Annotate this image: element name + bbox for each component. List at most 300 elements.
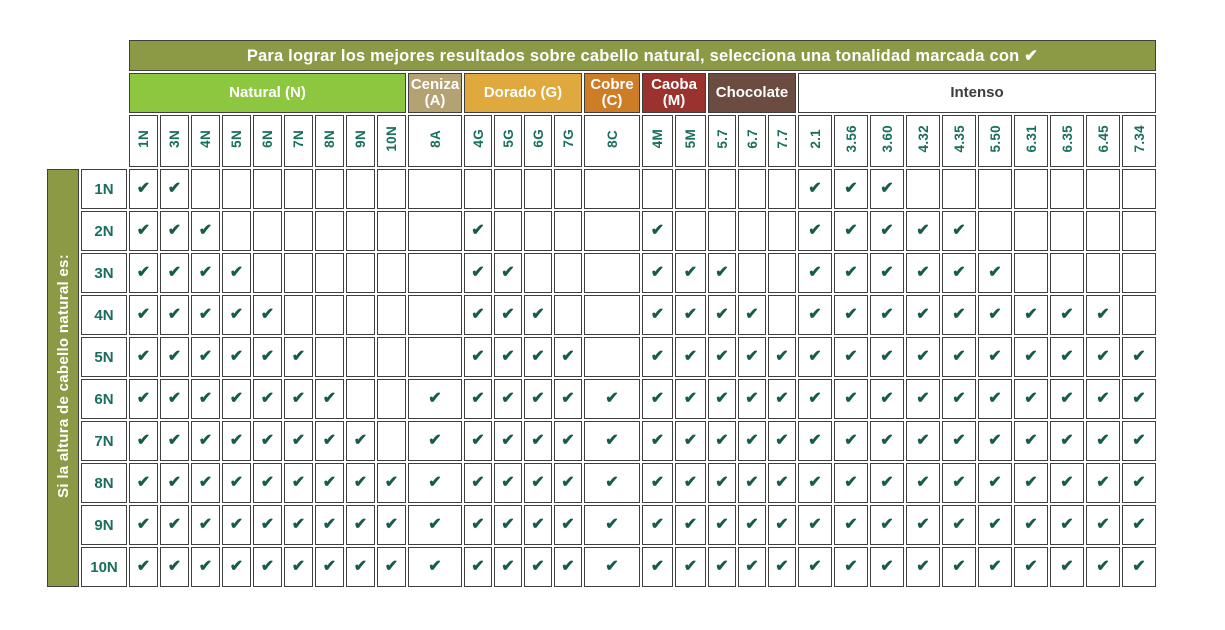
column-header-label: 1N [136, 129, 151, 148]
empty-cell [222, 169, 251, 209]
top-left-spacer [47, 40, 127, 71]
check-cell: ✔ [738, 463, 766, 503]
check-cell: ✔ [768, 379, 796, 419]
check-cell: ✔ [642, 295, 673, 335]
empty-cell [738, 169, 766, 209]
group-header-ceniza [408, 73, 462, 113]
empty-cell [408, 169, 462, 209]
check-cell: ✔ [464, 547, 492, 587]
empty-cell [253, 211, 282, 251]
group-header-label: Caoba [651, 75, 697, 93]
check-cell: ✔ [464, 253, 492, 293]
empty-cell [738, 253, 766, 293]
group-header-label: (C) [601, 92, 623, 109]
row-label-8N: 8N [81, 463, 127, 503]
column-header-7.7 [768, 115, 796, 167]
check-cell: ✔ [798, 547, 832, 587]
check-cell: ✔ [191, 421, 220, 461]
empty-cell [408, 253, 462, 293]
table-row-10N [47, 547, 1156, 587]
column-header-4.35 [942, 115, 976, 167]
check-cell: ✔ [942, 463, 976, 503]
check-cell: ✔ [494, 505, 522, 545]
table-row-9N [47, 505, 1156, 545]
check-cell: ✔ [708, 463, 736, 503]
empty-cell [708, 169, 736, 209]
empty-cell [284, 169, 313, 209]
empty-cell [768, 211, 796, 251]
check-cell: ✔ [284, 379, 313, 419]
empty-cell [494, 211, 522, 251]
check-cell: ✔ [524, 379, 552, 419]
check-cell: ✔ [554, 421, 582, 461]
row-label-10N: 10N [81, 547, 127, 587]
empty-cell [377, 337, 406, 377]
column-header-4.32 [906, 115, 940, 167]
check-cell: ✔ [798, 295, 832, 335]
check-cell: ✔ [834, 463, 868, 503]
check-cell: ✔ [222, 253, 251, 293]
column-header-6G [524, 115, 552, 167]
check-cell: ✔ [284, 505, 313, 545]
empty-cell [408, 337, 462, 377]
tonality-compatibility-table [45, 38, 1158, 589]
check-cell: ✔ [675, 253, 706, 293]
check-cell: ✔ [1086, 547, 1120, 587]
check-cell: ✔ [768, 337, 796, 377]
check-cell: ✔ [738, 421, 766, 461]
check-cell: ✔ [834, 253, 868, 293]
empty-cell [978, 169, 1012, 209]
check-cell: ✔ [284, 421, 313, 461]
check-cell: ✔ [834, 295, 868, 335]
check-cell: ✔ [978, 295, 1012, 335]
check-cell: ✔ [642, 253, 673, 293]
column-header-label: 6.45 [1095, 124, 1111, 153]
group-header-label: Ceniza [410, 75, 460, 93]
check-cell: ✔ [870, 253, 904, 293]
check-cell: ✔ [191, 253, 220, 293]
check-cell: ✔ [834, 337, 868, 377]
column-header-label: 7.7 [774, 128, 790, 149]
column-header-8C [584, 115, 640, 167]
check-cell: ✔ [708, 253, 736, 293]
empty-cell [377, 211, 406, 251]
empty-cell [284, 295, 313, 335]
check-cell: ✔ [738, 379, 766, 419]
empty-cell [1050, 211, 1084, 251]
check-cell: ✔ [253, 505, 282, 545]
group-header-label: Chocolate [715, 83, 789, 101]
check-cell: ✔ [870, 547, 904, 587]
check-cell: ✔ [346, 421, 375, 461]
check-cell: ✔ [1014, 421, 1048, 461]
check-cell: ✔ [1086, 337, 1120, 377]
column-header-row [47, 115, 1156, 167]
title-row [47, 40, 1156, 71]
check-cell: ✔ [253, 295, 282, 335]
group-header-cobre [584, 73, 640, 113]
check-cell: ✔ [129, 211, 158, 251]
check-cell: ✔ [464, 505, 492, 545]
empty-cell [554, 169, 582, 209]
empty-cell [377, 295, 406, 335]
empty-cell [524, 169, 552, 209]
check-cell: ✔ [191, 463, 220, 503]
check-cell: ✔ [834, 211, 868, 251]
check-cell: ✔ [191, 295, 220, 335]
check-cell: ✔ [642, 421, 673, 461]
check-cell: ✔ [524, 547, 552, 587]
check-cell: ✔ [1122, 547, 1156, 587]
check-cell: ✔ [708, 337, 736, 377]
empty-cell [1086, 253, 1120, 293]
check-cell: ✔ [798, 337, 832, 377]
check-cell: ✔ [129, 379, 158, 419]
column-header-label: 3.56 [843, 124, 859, 153]
check-cell: ✔ [494, 379, 522, 419]
check-cell: ✔ [253, 337, 282, 377]
empty-cell [315, 337, 344, 377]
empty-cell [584, 253, 640, 293]
empty-cell [346, 337, 375, 377]
row-label-1N: 1N [81, 169, 127, 209]
check-cell: ✔ [464, 463, 492, 503]
check-cell: ✔ [129, 547, 158, 587]
empty-cell [377, 421, 406, 461]
check-cell: ✔ [942, 211, 976, 251]
group-header-label: Intenso [950, 83, 1004, 101]
group-header-row [47, 73, 1156, 113]
check-cell: ✔ [1014, 379, 1048, 419]
column-header-label: 5.7 [714, 128, 730, 149]
column-header-4G [464, 115, 492, 167]
empty-cell [675, 169, 706, 209]
check-cell: ✔ [464, 295, 492, 335]
column-header-6N [253, 115, 282, 167]
column-header-label: 8N [322, 129, 337, 148]
column-header-label: 5M [683, 128, 698, 149]
check-cell: ✔ [584, 547, 640, 587]
column-header-label: 10N [384, 125, 399, 152]
check-cell: ✔ [524, 421, 552, 461]
empty-cell [464, 169, 492, 209]
check-cell: ✔ [738, 337, 766, 377]
column-header-3.60 [870, 115, 904, 167]
empty-cell [253, 253, 282, 293]
check-cell: ✔ [906, 379, 940, 419]
empty-cell [768, 295, 796, 335]
column-header-5.50 [978, 115, 1012, 167]
check-cell: ✔ [494, 463, 522, 503]
check-cell: ✔ [160, 379, 189, 419]
check-cell: ✔ [675, 421, 706, 461]
table-row-5N [47, 337, 1156, 377]
check-cell: ✔ [942, 295, 976, 335]
check-cell: ✔ [768, 463, 796, 503]
check-cell: ✔ [315, 547, 344, 587]
check-cell: ✔ [315, 505, 344, 545]
row-label-7N: 7N [81, 421, 127, 461]
column-header-3.56 [834, 115, 868, 167]
empty-cell [284, 211, 313, 251]
check-cell: ✔ [1014, 505, 1048, 545]
check-cell: ✔ [798, 253, 832, 293]
check-cell: ✔ [315, 421, 344, 461]
check-cell: ✔ [675, 505, 706, 545]
check-cell: ✔ [524, 505, 552, 545]
check-cell: ✔ [1122, 379, 1156, 419]
check-cell: ✔ [554, 337, 582, 377]
check-cell: ✔ [464, 421, 492, 461]
check-cell: ✔ [1050, 295, 1084, 335]
column-header-label: 7G [560, 129, 576, 148]
check-cell: ✔ [494, 421, 522, 461]
check-cell: ✔ [129, 295, 158, 335]
check-cell: ✔ [408, 463, 462, 503]
check-cell: ✔ [675, 295, 706, 335]
check-cell: ✔ [524, 463, 552, 503]
check-cell: ✔ [906, 337, 940, 377]
column-header-label: 6.35 [1059, 124, 1075, 153]
column-header-label: 9N [353, 129, 368, 148]
check-cell: ✔ [464, 211, 492, 251]
empty-cell [906, 169, 940, 209]
column-header-7N [284, 115, 313, 167]
check-cell: ✔ [1050, 463, 1084, 503]
check-cell: ✔ [642, 379, 673, 419]
check-cell: ✔ [284, 463, 313, 503]
check-cell: ✔ [708, 421, 736, 461]
column-header-label: 3N [167, 129, 182, 148]
empty-cell [494, 169, 522, 209]
check-cell: ✔ [160, 505, 189, 545]
check-cell: ✔ [906, 211, 940, 251]
check-cell: ✔ [160, 169, 189, 209]
check-cell: ✔ [584, 421, 640, 461]
check-cell: ✔ [1122, 337, 1156, 377]
check-cell: ✔ [675, 463, 706, 503]
check-cell: ✔ [1050, 337, 1084, 377]
check-cell: ✔ [708, 295, 736, 335]
check-cell: ✔ [377, 463, 406, 503]
group-header-caoba [642, 73, 706, 113]
check-cell: ✔ [253, 463, 282, 503]
check-cell: ✔ [222, 421, 251, 461]
column-header-label: 4M [650, 128, 665, 149]
group-header-dorado [464, 73, 582, 113]
table-row-3N [47, 253, 1156, 293]
check-cell: ✔ [408, 505, 462, 545]
check-cell: ✔ [906, 421, 940, 461]
check-cell: ✔ [798, 211, 832, 251]
column-header-label: 4G [470, 129, 486, 148]
empty-cell [315, 295, 344, 335]
empty-cell [377, 253, 406, 293]
empty-cell [554, 295, 582, 335]
check-cell: ✔ [408, 379, 462, 419]
check-cell: ✔ [675, 379, 706, 419]
column-header-7.34 [1122, 115, 1156, 167]
row-label-4N: 4N [81, 295, 127, 335]
check-cell: ✔ [978, 379, 1012, 419]
column-header-label: 7.34 [1131, 124, 1147, 153]
empty-cell [1122, 295, 1156, 335]
check-cell: ✔ [554, 547, 582, 587]
column-header-5M [675, 115, 706, 167]
check-cell: ✔ [870, 421, 904, 461]
check-cell: ✔ [1014, 547, 1048, 587]
check-cell: ✔ [906, 547, 940, 587]
check-cell: ✔ [1050, 547, 1084, 587]
empty-cell [315, 253, 344, 293]
check-cell: ✔ [978, 505, 1012, 545]
check-cell: ✔ [160, 421, 189, 461]
check-cell: ✔ [222, 337, 251, 377]
column-header-2.1 [798, 115, 832, 167]
check-cell: ✔ [642, 211, 673, 251]
column-header-label: 5N [229, 129, 244, 148]
check-cell: ✔ [798, 421, 832, 461]
side-axis-label [47, 169, 79, 587]
check-cell: ✔ [768, 547, 796, 587]
empty-cell [346, 211, 375, 251]
colhead-row-spacer [47, 115, 127, 167]
check-cell: ✔ [870, 463, 904, 503]
row-label-9N: 9N [81, 505, 127, 545]
check-cell: ✔ [942, 505, 976, 545]
empty-cell [1086, 211, 1120, 251]
check-cell: ✔ [1014, 463, 1048, 503]
check-cell: ✔ [1086, 421, 1120, 461]
check-cell: ✔ [768, 421, 796, 461]
check-cell: ✔ [708, 505, 736, 545]
check-cell: ✔ [1122, 463, 1156, 503]
column-header-7G [554, 115, 582, 167]
check-cell: ✔ [554, 379, 582, 419]
check-cell: ✔ [191, 211, 220, 251]
check-cell: ✔ [160, 253, 189, 293]
empty-cell [1014, 169, 1048, 209]
check-cell: ✔ [554, 505, 582, 545]
empty-cell [1014, 211, 1048, 251]
check-cell: ✔ [129, 463, 158, 503]
empty-cell [675, 211, 706, 251]
table-row-1N [47, 169, 1156, 209]
check-cell: ✔ [870, 505, 904, 545]
check-cell: ✔ [129, 505, 158, 545]
column-header-label: 6.7 [744, 128, 760, 149]
check-cell: ✔ [377, 547, 406, 587]
check-cell: ✔ [870, 337, 904, 377]
check-cell: ✔ [129, 421, 158, 461]
check-cell: ✔ [129, 337, 158, 377]
empty-cell [222, 211, 251, 251]
check-cell: ✔ [524, 337, 552, 377]
check-cell: ✔ [942, 337, 976, 377]
empty-cell [346, 295, 375, 335]
check-cell: ✔ [584, 505, 640, 545]
column-header-6.31 [1014, 115, 1048, 167]
check-cell: ✔ [834, 547, 868, 587]
group-header-label: Cobre [590, 75, 634, 93]
check-cell: ✔ [346, 505, 375, 545]
table-row-2N [47, 211, 1156, 251]
check-cell: ✔ [978, 337, 1012, 377]
group-header-natural [129, 73, 406, 113]
check-cell: ✔ [675, 337, 706, 377]
check-cell: ✔ [584, 379, 640, 419]
group-header-chocolate [708, 73, 796, 113]
column-header-label: 6N [260, 129, 275, 148]
table-row-4N [47, 295, 1156, 335]
check-cell: ✔ [346, 547, 375, 587]
check-cell: ✔ [1014, 295, 1048, 335]
check-cell: ✔ [708, 547, 736, 587]
empty-cell [584, 169, 640, 209]
column-header-label: 7N [291, 129, 306, 148]
column-header-label: 8C [604, 129, 620, 148]
empty-cell [253, 169, 282, 209]
check-cell: ✔ [738, 295, 766, 335]
check-cell: ✔ [642, 337, 673, 377]
check-cell: ✔ [222, 463, 251, 503]
check-cell: ✔ [978, 463, 1012, 503]
empty-cell [1122, 169, 1156, 209]
column-header-4M [642, 115, 673, 167]
empty-cell [408, 211, 462, 251]
column-header-5G [494, 115, 522, 167]
check-cell: ✔ [494, 337, 522, 377]
check-cell: ✔ [906, 295, 940, 335]
check-cell: ✔ [160, 547, 189, 587]
check-cell: ✔ [642, 547, 673, 587]
empty-cell [346, 253, 375, 293]
check-cell: ✔ [524, 295, 552, 335]
check-cell: ✔ [675, 547, 706, 587]
group-header-label: (A) [424, 92, 446, 109]
column-header-label: 5G [500, 129, 516, 148]
check-cell: ✔ [642, 505, 673, 545]
check-cell: ✔ [642, 463, 673, 503]
check-cell: ✔ [222, 547, 251, 587]
check-cell: ✔ [253, 547, 282, 587]
column-header-6.7 [738, 115, 766, 167]
check-cell: ✔ [942, 547, 976, 587]
empty-cell [978, 211, 1012, 251]
table-title: Para lograr los mejores resultados sobre cabello natural, selecciona una tonalidad marcada con ✔ [129, 40, 1156, 71]
check-cell: ✔ [798, 379, 832, 419]
check-cell: ✔ [253, 379, 282, 419]
check-cell: ✔ [464, 379, 492, 419]
column-header-label: 5.50 [987, 124, 1003, 153]
empty-cell [554, 211, 582, 251]
check-cell: ✔ [1014, 337, 1048, 377]
empty-cell [191, 169, 220, 209]
check-cell: ✔ [160, 211, 189, 251]
check-cell: ✔ [315, 379, 344, 419]
check-cell: ✔ [798, 169, 832, 209]
check-cell: ✔ [1086, 505, 1120, 545]
column-header-label: 2.1 [807, 128, 823, 149]
empty-cell [768, 169, 796, 209]
column-header-label: 6G [530, 129, 546, 148]
check-cell: ✔ [870, 379, 904, 419]
column-header-8N [315, 115, 344, 167]
empty-cell [346, 379, 375, 419]
empty-cell [768, 253, 796, 293]
check-cell: ✔ [942, 379, 976, 419]
